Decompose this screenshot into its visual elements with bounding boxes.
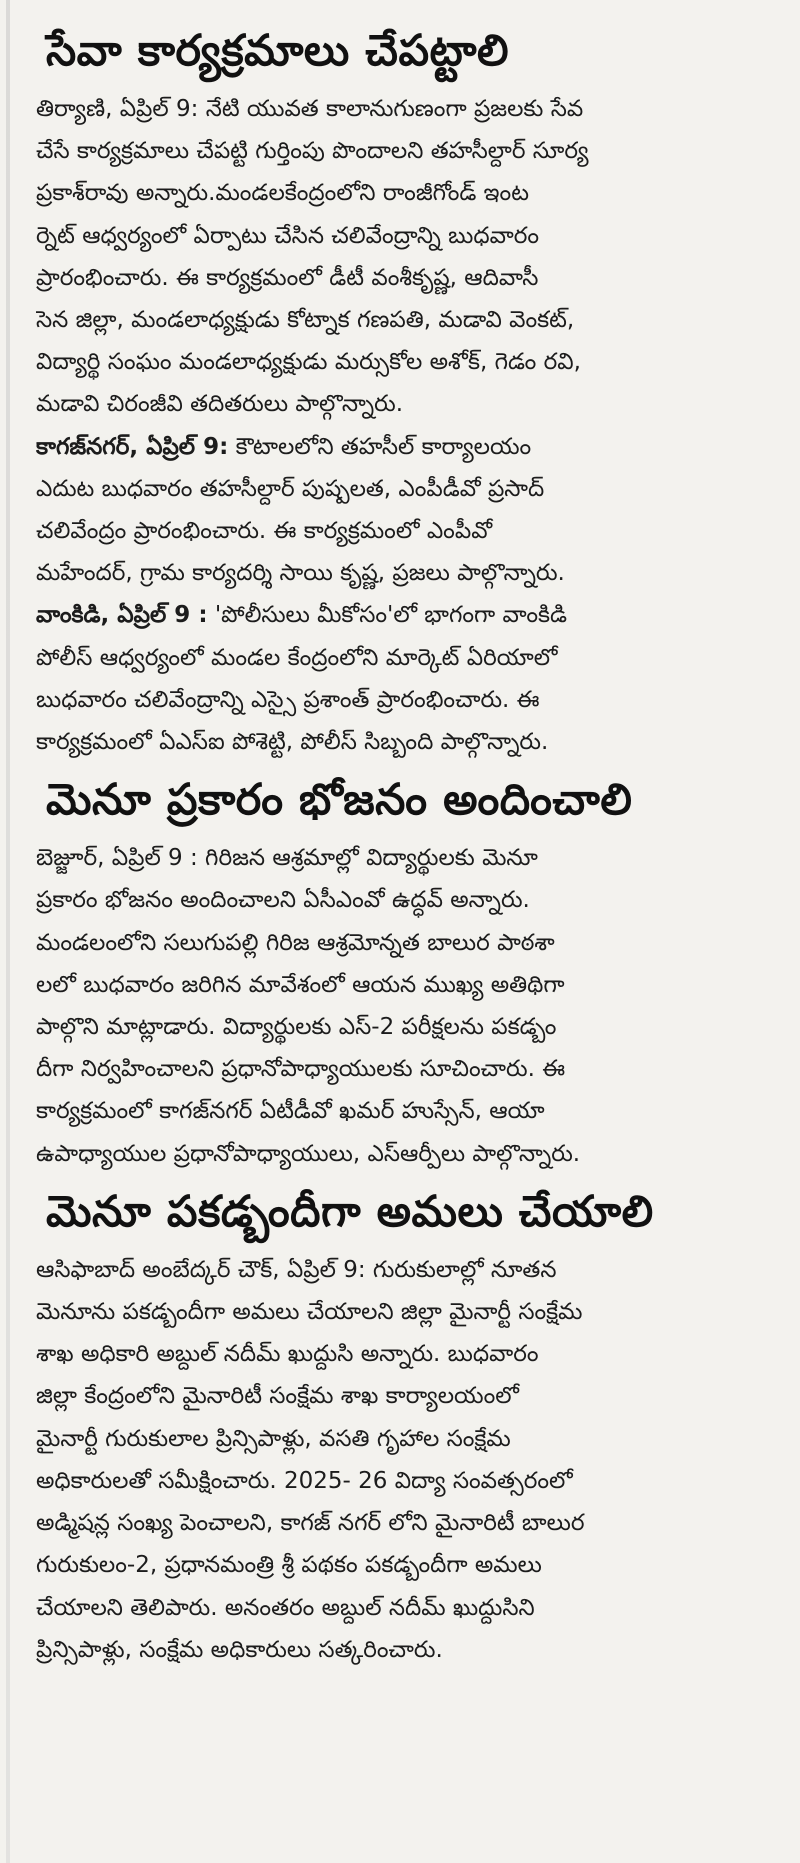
text-line: [36, 594, 760, 636]
article-headline: మెనూ పకడ్బందీగా అమలు చేయాలి: [46, 1186, 654, 1237]
text-line: సెన జిల్లా, మండలాధ్యక్షుడు కోట్నాక గణపతి, మడావి వెంకట్,: [36, 307, 575, 334]
text-line: [36, 426, 760, 468]
text-line: పోలీస్ ఆధ్వర్యంలో మండల కేంద్రంలోని మార్కెట్ ఏరియాలో: [36, 644, 558, 671]
article-paragraph: [36, 594, 760, 763]
text-line: ర్నెట్ ఆధ్వర్యంలో ఏర్పాటు చేసిన చలివేంద్రాన్ని బుధవారం: [36, 222, 539, 249]
article-paragraph: [36, 837, 760, 1175]
text-line: ప్రిన్సిపాళ్లు, సంక్షేమ అధికారులు సత్కరించారు.: [36, 1636, 443, 1663]
text-line: మండలంలోని సలుగుపల్లి గిరిజ ఆశ్రమోన్నత బాలుర పాఠశా: [36, 929, 555, 956]
text-line: గురుకులం-2, ప్రధానమంత్రి శ్రీ పథకం పకడ్బందీగా అమలు: [36, 1552, 542, 1579]
text-line: మెనూను పకడ్బందీగా అమలు చేయాలని జిల్లా మైనార్టీ సంక్షేమ: [36, 1299, 583, 1326]
text-line: కార్యక్రమంలో కాగజ్‌నగర్ ఏటీడీవో ఖమర్ హుస్సేన్, ఆయా: [36, 1098, 545, 1125]
text-line: ఎదుట బుధవారం తహసీల్దార్ పుష్పలత, ఎంపీడీవో ప్రసాద్: [36, 475, 545, 502]
article-paragraph: [36, 1249, 760, 1671]
text-line: మడావి చిరంజీవి తదితరులు పాల్గొన్నారు.: [36, 391, 404, 418]
text-line: చేయాలని తెలిపారు. అనంతరం అబ్దుల్ నదీమ్ ఖుద్దుసిని: [36, 1594, 535, 1621]
text-line: కార్యక్రమంలో ఏఎస్ఐ పోశెట్టి, పోలీస్ సిబ్బంది పాల్గొన్నారు.: [36, 729, 549, 756]
article-menu-prakaram: [36, 769, 760, 1175]
text-line: చేసే కార్యక్రమాలు చేపట్టి గుర్తింపు పొందాలని తహసీల్దార్ సూర్య: [36, 138, 589, 165]
article-paragraph: [36, 426, 760, 595]
article-headline: మెనూ ప్రకారం భోజనం అందించాలి: [46, 775, 633, 826]
text-line: ప్రారంభించారు. ఈ కార్యక్రమంలో డీటీ వంశీకృష్ణ, ఆదివాసీ: [36, 264, 539, 291]
text-line: మైనార్టీ గురుకులాల ప్రిన్సిపాళ్లు, వసతి గృహాల సంక్షేమ: [36, 1425, 511, 1452]
text-fragment: కౌటాలలోని తహసీల్ కార్యాలయం: [228, 433, 532, 460]
article-paragraph: [36, 88, 760, 426]
text-line: ప్రకారం భోజనం అందించాలని ఏసీఎంవో ఉద్ధవ్ అన్నారు.: [36, 887, 530, 914]
text-line: జిల్లా కేంద్రంలోని మైనారిటీ సంక్షేమ శాఖ కార్యాలయంలో: [36, 1383, 519, 1410]
text-line: పాల్గొని మాట్లాడారు. విద్యార్థులకు ఎస్-2 పరీక్షలను పకడ్బం: [36, 1014, 557, 1041]
text-line: ప్రకాశ్‌రావు అన్నారు.మండలకేంద్రంలోని రాంజీగోండ్ ఇంట: [36, 180, 529, 207]
text-line: శాఖ అధికారి అబ్దుల్ నదీమ్ ఖుద్దుసి అన్నారు. బుధవారం: [36, 1341, 539, 1368]
page-edge-shadow: [6, 0, 10, 1863]
text-line: మహేందర్, గ్రామ కార్యదర్శి సాయి కృష్ణ, ప్రజలు పాల్గొన్నారు.: [36, 560, 565, 587]
text-line: అధికారులతో సమీక్షించారు. 2025- 26 విద్యా సంవత్సరంలో: [36, 1467, 573, 1494]
text-line: అడ్మిషన్ల సంఖ్య పెంచాలని, కాగజ్ నగర్ లోని మైనారిటీ బాలుర: [36, 1510, 585, 1537]
text-line: చలివేంద్రం ప్రారంభించారు. ఈ కార్యక్రమంలో ఎంపీవో: [36, 518, 493, 545]
text-line: లలో బుధవారం జరిగిన మావేశంలో ఆయన ముఖ్య అతిథిగా: [36, 971, 565, 998]
text-line: ఉపాధ్యాయుల ప్రధానోపాధ్యాయులు, ఎస్ఆర్పీలు పాల్గొన్నారు.: [36, 1140, 581, 1167]
dateline: కాగజ్‌నగర్, ఏప్రిల్ 9:: [36, 433, 229, 460]
dateline: వాంకిడి, ఏప్రిల్ 9 :: [36, 602, 208, 629]
text-line: ఆసిఫాబాద్ అంబేద్కర్ చౌక్, ఏప్రిల్ 9: గురుకులాల్లో నూతన: [36, 1256, 557, 1283]
text-fragment: 'పోలీసులు మీకోసం'లో భాగంగా వాంకిడి: [207, 602, 568, 629]
text-line: బెజ్జూర్, ఏప్రిల్ 9 : గిరిజన ఆశ్రమాల్లో విద్యార్థులకు మెనూ: [36, 845, 538, 872]
text-line: బుధవారం చలివేంద్రాన్ని ఎస్సై ప్రశాంత్ ప్రారంభించారు. ఈ: [36, 686, 540, 713]
text-line: విద్యార్థి సంఘం మండలాధ్యక్షుడు మర్సుకోల అశోక్, గెడం రవి,: [36, 349, 581, 376]
text-line: దీగా నిర్వహించాలని ప్రధానోపాధ్యాయులకు సూచించారు. ఈ: [36, 1056, 566, 1083]
article-menu-pakadbandiga: [36, 1181, 760, 1671]
article-seva-karyakramalu: [36, 20, 760, 763]
article-headline: సేవా కార్యక్రమాలు చేపట్టాలి: [46, 26, 510, 76]
text-line: తిర్యాణి, ఏప్రిల్ 9: నేటి యువత కాలానుగుణంగా ప్రజలకు సేవ: [36, 96, 584, 122]
